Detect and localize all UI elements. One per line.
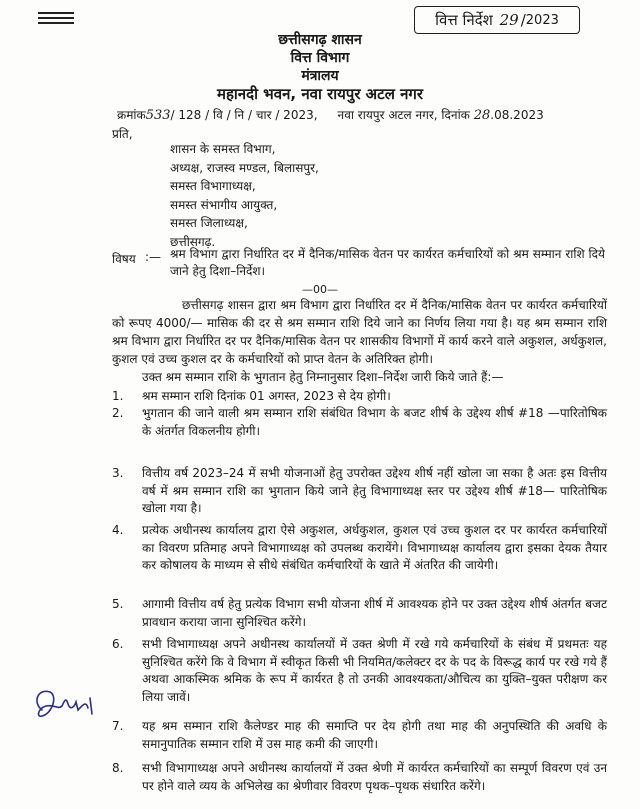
handwritten-signature-icon — [28, 680, 118, 728]
list-item-text: प्रत्येक अधीनस्थ कार्यालय द्वारा ऐसे अकुशल, अर्धकुशल, कुशल एवं उच्च कुशल दर पर कार्यरत कर्मचारियों का विवरण प्रतिमाह अपने विभागाध्यक्ष को उपलब्ध करायेंगे। विभागाध्यक्ष कार्यालय द्वारा इसका देयक तैयार कर कोषालय के माध्यम से सीधे संबंधित कर्मचारियों के खाते में अंतरित की जायेगी। — [142, 523, 607, 572]
kramank-rest: / 128 / वि / नि / चार / 2023, — [170, 108, 318, 122]
list-item — [112, 522, 607, 575]
subject-divider: —00— — [302, 283, 338, 296]
recipients-list — [170, 140, 319, 252]
reference-prefix: वित्त निर्देश — [435, 11, 493, 29]
list-item — [112, 636, 607, 706]
recipient-item: अध्यक्ष, राजस्व मण्डल, बिलासपुर, — [170, 160, 319, 175]
dispatch-place: नवा रायपुर अटल नगर, दिनांक — [337, 108, 470, 122]
ministry-name: मंत्रालय — [301, 68, 339, 84]
list-item-text: सभी विभागाध्यक्ष अपने अधीनस्थ कार्यालयों में उक्त श्रेणी में रखे गये कर्मचारियों के संबंध में प्रथमतः यह सुनिश्चित करेंगे कि वे विभाग में स्वीकृत किसी भी नियमित/कलेक्टर दर के पद के विरूद्ध कार्य पर रखे गये हैं अथवा आकस्मिक श्रमिक के रूप में कार्यरत है तो उनकी आवश्यकता/औचित्य का युक्ति–युक्त परीक्षण कर लिया जावें। — [142, 637, 607, 704]
list-item-text: श्रम सम्मान राशि दिनांक 01 अगस्त, 2023 से देय होगी। — [142, 389, 391, 403]
list-item-number: 2. — [112, 406, 124, 420]
recipient-item: समस्त विभागाध्यक्ष, — [170, 179, 256, 194]
office-address: महानदी भवन, नवा रायपुर अटल नगर — [216, 85, 424, 103]
department-name: वित्त विभाग — [290, 50, 350, 66]
list-item-text: भुगतान की जाने वाली श्रम सम्मान राशि संबंधित विभाग के बजट शीर्ष के उद्देश्य शीर्ष #18 —पारितोषिक के अंतर्गत विकलनीय होगी। — [142, 406, 607, 438]
list-item-number: 3. — [112, 466, 124, 480]
list-item — [112, 718, 607, 753]
govt-name: छत्तीसगढ़ शासन — [278, 32, 362, 48]
list-item-number: 6. — [112, 637, 124, 651]
list-item-number: 1. — [112, 389, 124, 403]
list-item-text: सभी विभागाध्यक्ष अपने अधीनस्थ कार्यालयों में उक्त श्रेणी में कार्यरत कर्मचारियों का सम्पूर्ण विवरण एवं उन पर होने वाले व्यय के अभिलेख का श्रेणीवार विवरण पृथक–पृथक संधारित करेंगे। — [142, 761, 607, 793]
reference-number: 29 — [499, 11, 519, 29]
list-item — [112, 465, 607, 518]
list-item — [112, 405, 607, 440]
list-item — [112, 760, 607, 795]
recipient-item: शासन के समस्त विभाग, — [170, 142, 276, 156]
list-item-text: आगामी वित्तीय वर्ष हेतु प्रत्येक विभाग सभी योजना शीर्ष में आवश्यक होने पर उक्त उद्देश्य शीर्ष अंतर्गत बजट प्रावधान कराया जाना सुनिश्चित करेंगे। — [142, 597, 607, 629]
recipient-item: समस्त संभागीय आयुक्त, — [170, 197, 278, 212]
subject-separator: :— — [145, 250, 162, 264]
kramank-prefix: क्रमांक — [117, 108, 146, 122]
list-item-number: 8. — [112, 761, 124, 775]
recipient-item: समस्त जिलाध्यक्ष, — [170, 216, 248, 231]
body-paragraph-1: छत्तीसगढ़ शासन द्वारा श्रम विभाग द्वारा निर्धारित दर में दैनिक/मासिक वेतन पर कार्यरत कर्मचारियों को रूपए 4000/— मासिक की दर से श्रम सम्मान राशि दिये जाने का निर्णय लिया गया है। यह श्रम सम्मान राशि श्रम विभाग द्वारा निर्धारित दर पर दैनिक/मासिक वेतन पर शासकीय विभागों में कार्य करने वाले अकुशल, अर्धकुशल, कुशल एवं उच्च कुशल दर के कर्मचारियों को प्राप्त वेतन के अतिरिक्त होगी। — [112, 298, 607, 366]
subject-label: विषय — [112, 252, 136, 266]
reference-year: 2023 — [525, 12, 559, 28]
date-handwritten: 28 — [473, 108, 491, 123]
list-item — [112, 388, 607, 406]
date-rest: .08.2023 — [490, 108, 544, 122]
reference-separator: / — [520, 11, 526, 29]
list-item-number: 4. — [112, 523, 124, 537]
strike-lines-mark-icon — [38, 12, 74, 27]
list-item-number: 7. — [112, 719, 124, 733]
body-paragraph-2: उक्त श्रम सम्मान राशि के भुगतान हेतु निम्नानुसार दिशा–निर्देश जारी किये जाते हैं:— — [142, 370, 504, 384]
subject-text: श्रम विभाग द्वारा निर्धारित दर में दैनिक/मासिक वेतन पर कार्यरत कर्मचारियों को श्रम सम्मान राशि दिये जाने हेतु दिशा–निर्देश। — [170, 247, 605, 278]
list-item-number: 5. — [112, 597, 124, 611]
kramank-handwritten: 533 — [145, 108, 171, 123]
recipient-item: छत्तीसगढ़. — [170, 234, 216, 249]
prati-label: प्रति, — [112, 127, 133, 141]
dispatch-line — [117, 106, 544, 123]
list-item-text: यह श्रम सम्मान राशि कैलेण्डर माह की समाप्ति पर देय होगी तथा माह की अनुपस्थिति की अवधि के समानुपातिक सम्मान राशि में उस माह कमी की जाएगी। — [142, 719, 607, 751]
list-item — [112, 596, 607, 631]
list-item-text: वित्तीय वर्ष 2023–24 में सभी योजनाओं हेतु उपरोक्त उद्देश्य शीर्ष नहीं खोला जा सका है अतः इस वित्तीय वर्ष में श्रम सम्मान राशि का भुगतान किये जाने हेतु विभागाध्यक्ष स्तर पर उद्देश्य शीर्ष #18— पारितोषिक खोला गया है। — [142, 466, 607, 515]
